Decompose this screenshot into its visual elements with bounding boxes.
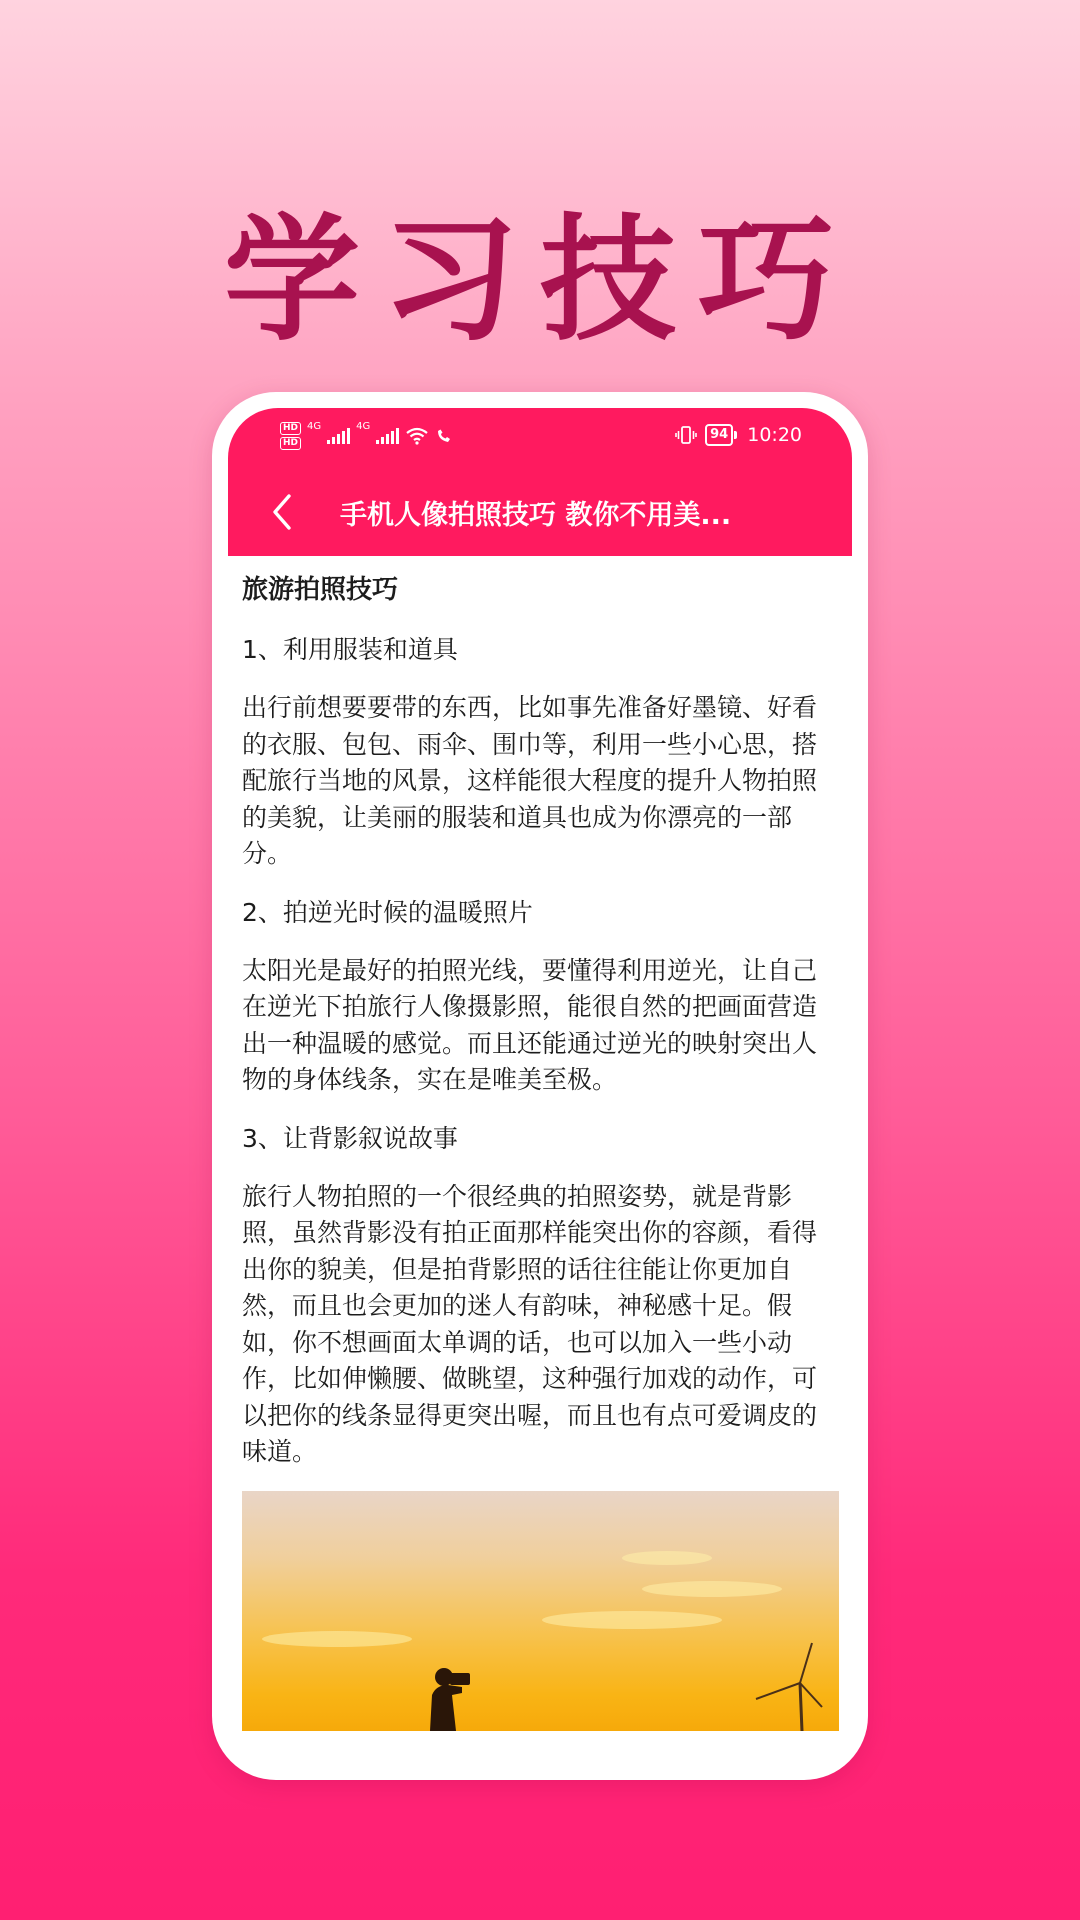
sim1-badge: HD xyxy=(280,422,301,435)
status-right xyxy=(675,424,802,446)
signal-icon xyxy=(376,428,399,444)
status-bar xyxy=(228,408,852,468)
article-photo xyxy=(242,1491,839,1731)
status-time: 10:20 xyxy=(747,424,802,446)
promo-title: 学习技巧 xyxy=(224,202,856,360)
app-header xyxy=(228,408,852,556)
back-arrow-icon xyxy=(269,492,295,532)
page-title: 手机人像拍照技巧 教你不用美... xyxy=(340,499,732,531)
sim2-badge: HD xyxy=(280,437,301,450)
photographer-silhouette xyxy=(422,1661,482,1731)
sim-indicators xyxy=(280,422,301,450)
vibrate-icon xyxy=(675,425,697,445)
signal-icon xyxy=(327,428,350,444)
section-subtitle: 1、利用服装和道具 xyxy=(242,635,458,664)
section-body: 旅行人物拍照的一个很经典的拍照姿势，就是背影照，虽然背影没有拍正面那样能突出你的容颜，看得出你的貌美，但是拍背影照的话往往能让你更加自然，而且也会更加的迷人有韵味，神秘感十足。假如，你不想画面太单调的话，也可以加入一些小动作，比如伸懒腰、做眺望，这种强行加戏的动作，可以把你的线条显得更突出喔，而且也有点可爱调皮的味道。 xyxy=(242,1181,818,1466)
phone-call-icon xyxy=(435,427,453,445)
status-left xyxy=(280,422,453,450)
battery-icon: 94 xyxy=(705,424,733,446)
section-body: 出行前想要要带的东西，比如事先准备好墨镜、好看的衣服、包包、雨伞、围巾等，利用一些小心思，搭配旅行当地的风景，这样能很大程度的提升人物拍照的美貌，让美丽的服装和道具也成为你漂亮的一部分。 xyxy=(242,693,818,868)
wind-turbine xyxy=(742,1641,832,1731)
phone-screen xyxy=(228,408,852,1764)
section-subtitle: 3、让背影叙说故事 xyxy=(242,1123,458,1153)
wifi-icon xyxy=(405,427,429,445)
section-subtitle: 2、拍逆光时候的温暖照片 xyxy=(242,897,533,927)
section-body: 太阳光是最好的拍照光线，要懂得利用逆光，让自己在逆光下拍旅行人像摄影照，能很自然的把画面营造出一种温暖的感觉。而且还能通过逆光的映射突出人物的身体线条，实在是唯美至极。 xyxy=(242,955,818,1094)
phone-mockup xyxy=(212,392,868,1780)
article-content[interactable] xyxy=(228,556,852,1731)
network1-label: 4G xyxy=(307,421,322,432)
toolbar xyxy=(228,480,852,544)
article-heading: 旅游拍照技巧 xyxy=(242,575,399,605)
back-button[interactable] xyxy=(254,484,310,540)
network2-label: 4G xyxy=(356,421,371,432)
